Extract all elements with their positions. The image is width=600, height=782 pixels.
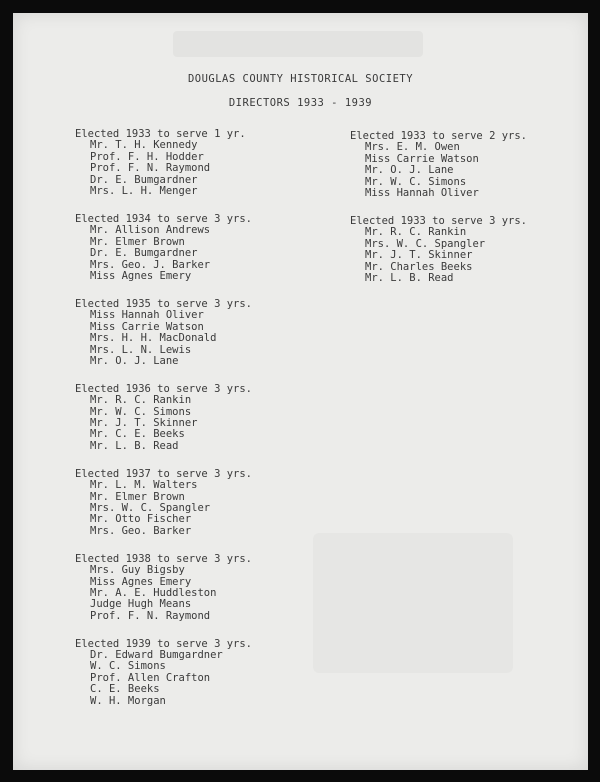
director-name: Mr. O. J. Lane (90, 354, 179, 367)
director-name: Mrs. Geo. Barker (90, 524, 192, 537)
director-name: Mr. L. B. Read (365, 271, 454, 284)
bleed-through-mark (173, 31, 423, 57)
group-heading: Elected 1937 to serve 3 yrs. (75, 467, 253, 480)
director-name: Mr. R. C. Rankin (90, 394, 192, 407)
director-name: Mrs. Geo. J. Barker (90, 258, 211, 271)
director-name: Miss Agnes Emery (90, 575, 192, 588)
director-name: Mrs. E. M. Owen (365, 141, 460, 154)
director-name: Mr. A. E. Huddleston (90, 586, 217, 599)
group-heading: Elected 1939 to serve 3 yrs. (75, 637, 253, 650)
director-name: Mr. T. H. Kennedy (90, 139, 198, 152)
director-name: Prof. F. N. Raymond (90, 162, 211, 175)
document-page (13, 13, 588, 770)
director-name: Mrs. W. C. Spangler (90, 501, 211, 514)
director-name: Mr. W. C. Simons (90, 405, 192, 418)
election-group (75, 299, 252, 367)
director-name: Dr. E. Bumgardner (90, 173, 198, 186)
director-name: Miss Hannah Oliver (90, 309, 204, 322)
director-name: Prof. F. N. Raymond (90, 609, 211, 622)
director-name: Mrs. L. N. Lewis (90, 343, 192, 356)
election-group (350, 216, 527, 284)
director-name: Miss Carrie Watson (90, 320, 204, 333)
director-name: Mr. R. C. Rankin (365, 226, 467, 239)
director-name: C. E. Beeks (90, 683, 160, 696)
director-name: Mr. J. T. Skinner (90, 417, 198, 430)
director-name: Mr. Otto Fischer (90, 513, 192, 526)
director-name: Mr. W. C. Simons (365, 175, 467, 188)
director-name: Mrs. H. H. MacDonald (90, 332, 217, 345)
left-column (75, 129, 252, 724)
election-group (350, 131, 527, 199)
group-heading: Elected 1933 to serve 1 yr. (75, 128, 246, 140)
election-group (75, 554, 252, 622)
director-name: W. C. Simons (90, 660, 166, 673)
right-column (350, 131, 527, 301)
group-heading: Elected 1938 to serve 3 yrs. (75, 552, 253, 565)
director-name: Mr. Elmer Brown (90, 490, 185, 503)
director-name: Mr. Allison Andrews (90, 224, 211, 237)
director-name: Dr. E. Bumgardner (90, 247, 198, 260)
director-name: Mr. C. E. Beeks (90, 428, 185, 441)
director-name: Prof. Allen Crafton (90, 671, 211, 684)
director-name: Miss Agnes Emery (90, 269, 192, 282)
group-heading: Elected 1935 to serve 3 yrs. (75, 297, 253, 310)
director-name: Mrs. L. H. Menger (90, 185, 198, 198)
election-group (75, 129, 252, 197)
director-name: Mr. L. M. Walters (90, 479, 198, 492)
director-name: W. H. Morgan (90, 694, 166, 707)
director-name: Mr. Elmer Brown (90, 235, 185, 248)
group-heading: Elected 1933 to serve 2 yrs. (350, 130, 528, 142)
group-heading: Elected 1933 to serve 3 yrs. (350, 214, 528, 227)
director-name: Dr. Edward Bumgardner (90, 649, 223, 662)
bleed-through-mark (313, 533, 513, 673)
group-heading: Elected 1934 to serve 3 yrs. (75, 212, 253, 225)
director-name: Judge Hugh Means (90, 598, 192, 611)
director-name: Mrs. W. C. Spangler (365, 237, 486, 250)
director-name: Mr. J. T. Skinner (365, 249, 473, 262)
page-title: DIRECTORS 1933 - 1939 (228, 97, 373, 109)
director-name: Mr. L. B. Read (90, 439, 179, 452)
election-group (75, 214, 252, 282)
director-name: Prof. F. H. Hodder (90, 150, 204, 163)
election-group (75, 639, 252, 707)
director-name: Mr. Charles Beeks (365, 260, 473, 273)
director-name: Mr. O. J. Lane (365, 164, 454, 177)
election-group (75, 384, 252, 452)
director-name: Mrs. Guy Bigsby (90, 564, 185, 577)
director-name: Miss Carrie Watson (365, 152, 479, 165)
society-name: DOUGLAS COUNTY HISTORICAL SOCIETY (187, 73, 414, 85)
director-name: Miss Hannah Oliver (365, 187, 479, 200)
group-heading: Elected 1936 to serve 3 yrs. (75, 382, 253, 395)
election-group (75, 469, 252, 537)
